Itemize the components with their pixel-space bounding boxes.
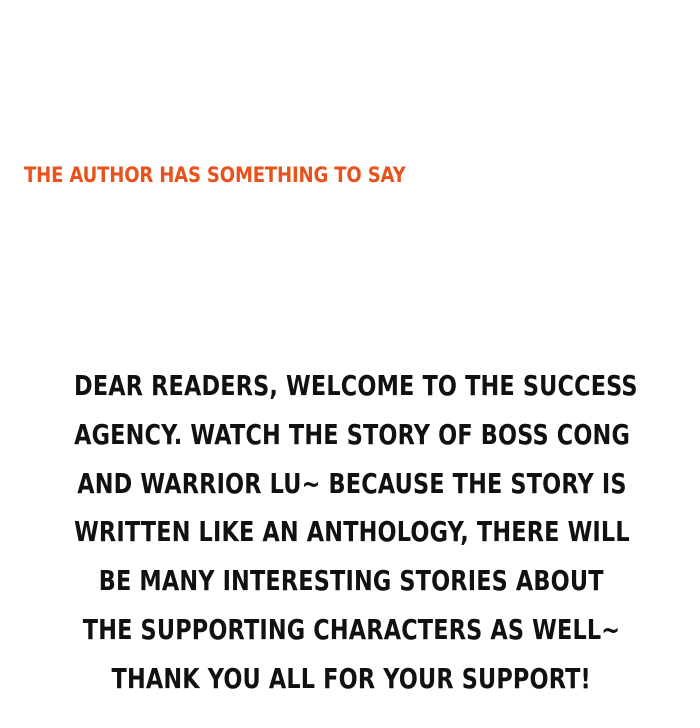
message-line — [0, 460, 700, 509]
message-line — [0, 411, 700, 460]
message-line — [0, 557, 700, 606]
message-line — [0, 362, 700, 411]
author-note-heading: THE AUTHOR HAS SOMETHING TO SAY — [24, 163, 406, 187]
message-line-text: THE SUPPORTING CHARACTERS AS WELL~ — [82, 612, 621, 646]
message-line-text: WRITTEN LIKE AN ANTHOLOGY, THERE WILL — [73, 515, 630, 549]
message-line — [0, 508, 700, 557]
message-line — [0, 655, 700, 704]
message-line-text: BE MANY INTERESTING STORIES ABOUT — [99, 564, 605, 598]
message-line-text: DEAR READERS, WELCOME TO THE SUCCESS — [74, 369, 638, 402]
message-line-text: AND WARRIOR LU~ BECAUSE THE STORY IS — [76, 466, 627, 500]
message-line — [0, 606, 700, 655]
message-line-text: AGENCY. WATCH THE STORY OF BOSS CONG — [73, 417, 630, 451]
author-message — [0, 362, 700, 704]
message-line-text: THANK YOU ALL FOR YOUR SUPPORT! — [111, 661, 592, 695]
